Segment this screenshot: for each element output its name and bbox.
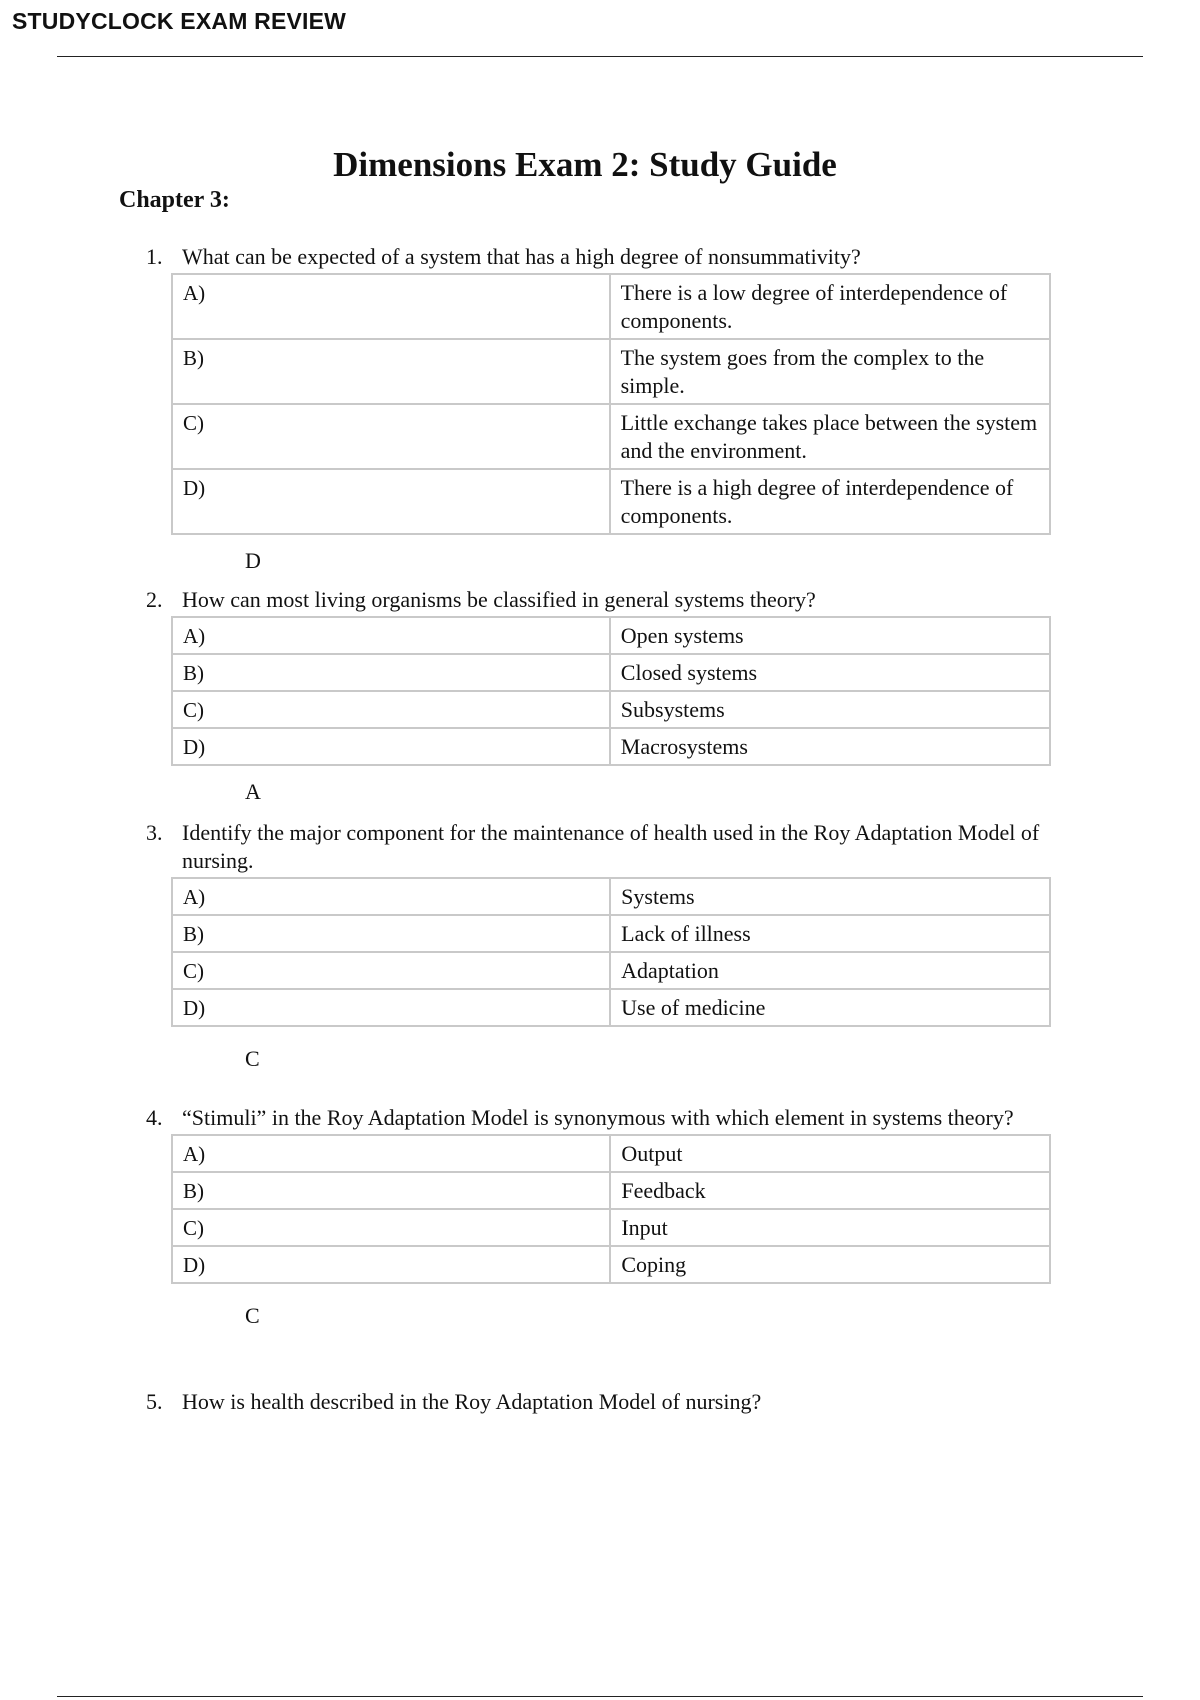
option-text: The system goes from the complex to the simple. <box>610 339 1050 404</box>
option-row[interactable] <box>172 339 1050 404</box>
option-row[interactable] <box>172 989 1050 1026</box>
question-text: How can most living organisms be classified in general systems theory? <box>182 587 816 612</box>
option-letter: C) <box>172 404 610 469</box>
question-text: Identify the major component for the maintenance of health used in the Roy Adaptation Model of nursing. <box>182 820 1040 873</box>
answer-key: C <box>245 1046 260 1071</box>
option-text: Lack of illness <box>610 915 1050 952</box>
option-row[interactable] <box>172 952 1050 989</box>
option-text: Closed systems <box>610 654 1050 691</box>
option-letter: D) <box>172 728 610 765</box>
site-header-label: STUDYCLOCK EXAM REVIEW <box>12 8 347 34</box>
option-row[interactable] <box>172 274 1050 339</box>
question-text: “Stimuli” in the Roy Adaptation Model is synonymous with which element in systems theory? <box>182 1105 1014 1130</box>
chapter-heading: Chapter 3: <box>119 187 230 213</box>
option-letter: C) <box>172 691 610 728</box>
question-number: 2. <box>146 587 163 612</box>
option-letter: B) <box>172 654 610 691</box>
options-table <box>171 1134 1051 1284</box>
header-divider <box>57 56 1143 57</box>
option-letter: D) <box>172 469 610 534</box>
option-letter: B) <box>172 915 610 952</box>
option-letter: A) <box>172 878 610 915</box>
option-letter: A) <box>172 617 610 654</box>
question-number: 1. <box>146 244 163 269</box>
answer-key: A <box>245 779 261 804</box>
options-table <box>171 273 1051 535</box>
option-row[interactable] <box>172 404 1050 469</box>
option-row[interactable] <box>172 728 1050 765</box>
option-text: Input <box>610 1209 1050 1246</box>
option-text: There is a low degree of interdependence of components. <box>610 274 1050 339</box>
footer-divider <box>57 1696 1143 1697</box>
option-letter: B) <box>172 339 610 404</box>
option-text: Coping <box>610 1246 1050 1283</box>
question-1 <box>146 243 1066 575</box>
options-table <box>171 877 1051 1027</box>
option-row[interactable] <box>172 469 1050 534</box>
option-row[interactable] <box>172 1246 1050 1283</box>
question-number: 4. <box>146 1105 163 1130</box>
option-letter: C) <box>172 952 610 989</box>
question-5 <box>146 1388 1066 1416</box>
option-text: Open systems <box>610 617 1050 654</box>
option-letter: D) <box>172 1246 610 1283</box>
option-text: Feedback <box>610 1172 1050 1209</box>
option-letter: B) <box>172 1172 610 1209</box>
option-row[interactable] <box>172 617 1050 654</box>
options-table <box>171 616 1051 766</box>
option-row[interactable] <box>172 654 1050 691</box>
option-row[interactable] <box>172 1172 1050 1209</box>
option-text: Systems <box>610 878 1050 915</box>
option-letter: D) <box>172 989 610 1026</box>
question-number: 5. <box>146 1389 163 1414</box>
option-text: Little exchange takes place between the system and the environment. <box>610 404 1050 469</box>
question-2 <box>146 586 1066 806</box>
option-row[interactable] <box>172 915 1050 952</box>
question-3 <box>146 819 1066 1073</box>
option-text: Use of medicine <box>610 989 1050 1026</box>
option-text: Output <box>610 1135 1050 1172</box>
option-letter: A) <box>172 274 610 339</box>
option-row[interactable] <box>172 691 1050 728</box>
answer-key: C <box>245 1303 260 1328</box>
option-letter: C) <box>172 1209 610 1246</box>
option-text: Adaptation <box>610 952 1050 989</box>
document-title: Dimensions Exam 2: Study Guide <box>333 145 837 184</box>
option-row[interactable] <box>172 1209 1050 1246</box>
option-letter: A) <box>172 1135 610 1172</box>
answer-key: D <box>245 548 261 573</box>
question-text: How is health described in the Roy Adaptation Model of nursing? <box>182 1389 762 1414</box>
option-text: There is a high degree of interdependence of components. <box>610 469 1050 534</box>
option-row[interactable] <box>172 878 1050 915</box>
option-text: Macrosystems <box>610 728 1050 765</box>
question-4 <box>146 1104 1066 1330</box>
question-text: What can be expected of a system that has a high degree of nonsummativity? <box>182 244 861 269</box>
question-number: 3. <box>146 820 163 845</box>
option-row[interactable] <box>172 1135 1050 1172</box>
option-text: Subsystems <box>610 691 1050 728</box>
